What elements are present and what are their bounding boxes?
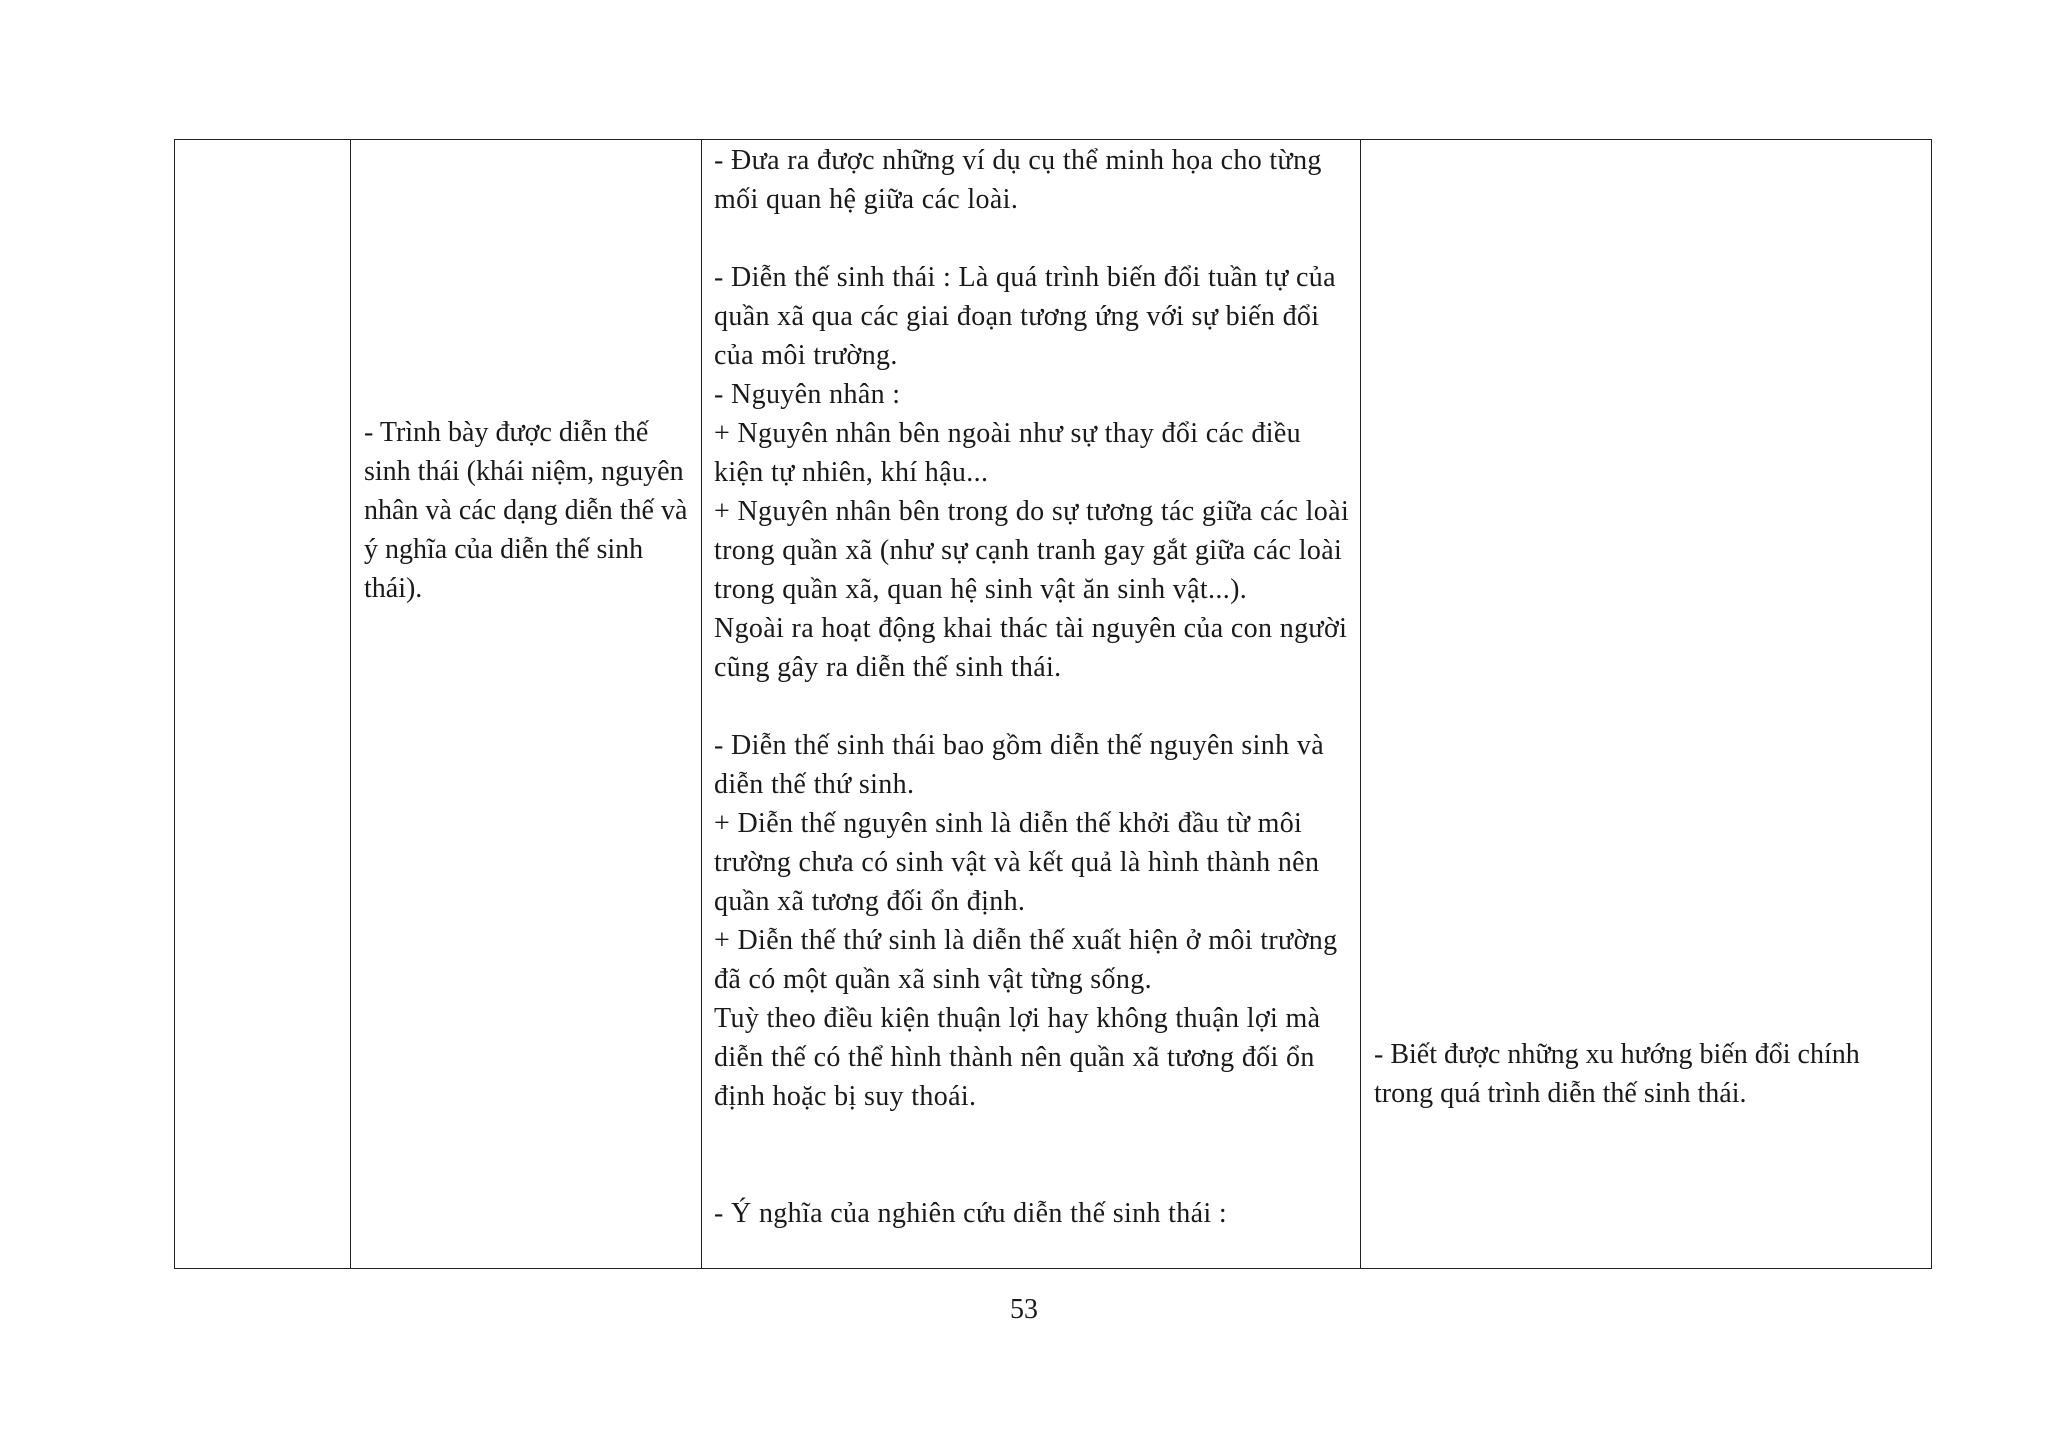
- content-paragraph: - Diễn thế sinh thái bao gồm diễn thế nguyên sinh và diễn thế thứ sinh.: [714, 730, 1324, 800]
- content-paragraph: - Diễn thế sinh thái : Là quá trình biến đổi tuần tự của quần xã qua các giai đoạn tương ứng với sự biến đổi của môi trường.: [714, 262, 1336, 371]
- content-table: [174, 139, 1932, 1269]
- content-paragraph: + Nguyên nhân bên ngoài như sự thay đổi các điều kiện tự nhiên, khí hậu...: [714, 418, 1302, 488]
- content-paragraph: - Nguyên nhân :: [714, 379, 901, 410]
- objective-text: - Trình bày được diễn thế sinh thái (khái niệm, nguyên nhân và các dạng diễn thế và ý nghĩa của diễn thế sinh thái).: [364, 417, 688, 604]
- content-paragraph: Ngoài ra hoạt động khai thác tài nguyên của con người cũng gây ra diễn thế sinh thái.: [714, 613, 1348, 683]
- table-cell-skill: [1361, 140, 1932, 1269]
- content-text: [702, 140, 1360, 1233]
- table-cell-content: [702, 140, 1361, 1269]
- content-paragraph: Tuỳ theo điều kiện thuận lợi hay không thuận lợi mà diễn thế có thể hình thành nên quần xã tương đối ổn định hoặc bị suy thoái.: [714, 1003, 1321, 1112]
- table-cell-objective: [351, 140, 702, 1269]
- table-cell-empty: [175, 140, 351, 1269]
- table-row: [175, 140, 1932, 1269]
- content-paragraph: + Diễn thế nguyên sinh là diễn thế khởi đầu từ môi trường chưa có sinh vật và kết quả là hình thành nên quần xã tương đối ổn định.: [714, 808, 1320, 917]
- content-paragraph: - Ý nghĩa của nghiên cứu diễn thế sinh thái :: [714, 1198, 1228, 1229]
- skill-text: - Biết được những xu hướng biến đổi chính trong quá trình diễn thế sinh thái.: [1374, 1039, 1860, 1109]
- content-paragraph: + Diễn thế thứ sinh là diễn thế xuất hiện ở môi trường đã có một quần xã sinh vật từng sống.: [714, 925, 1338, 995]
- page-number: 53: [1010, 1294, 1038, 1325]
- content-paragraph: - Đưa ra được những ví dụ cụ thể minh họa cho từng mối quan hệ giữa các loài.: [714, 145, 1322, 215]
- content-paragraph: + Nguyên nhân bên trong do sự tương tác giữa các loài trong quần xã (như sự cạnh tranh gay gắt giữa các loài trong quần xã, quan hệ sinh vật ăn sinh vật...).: [714, 496, 1350, 605]
